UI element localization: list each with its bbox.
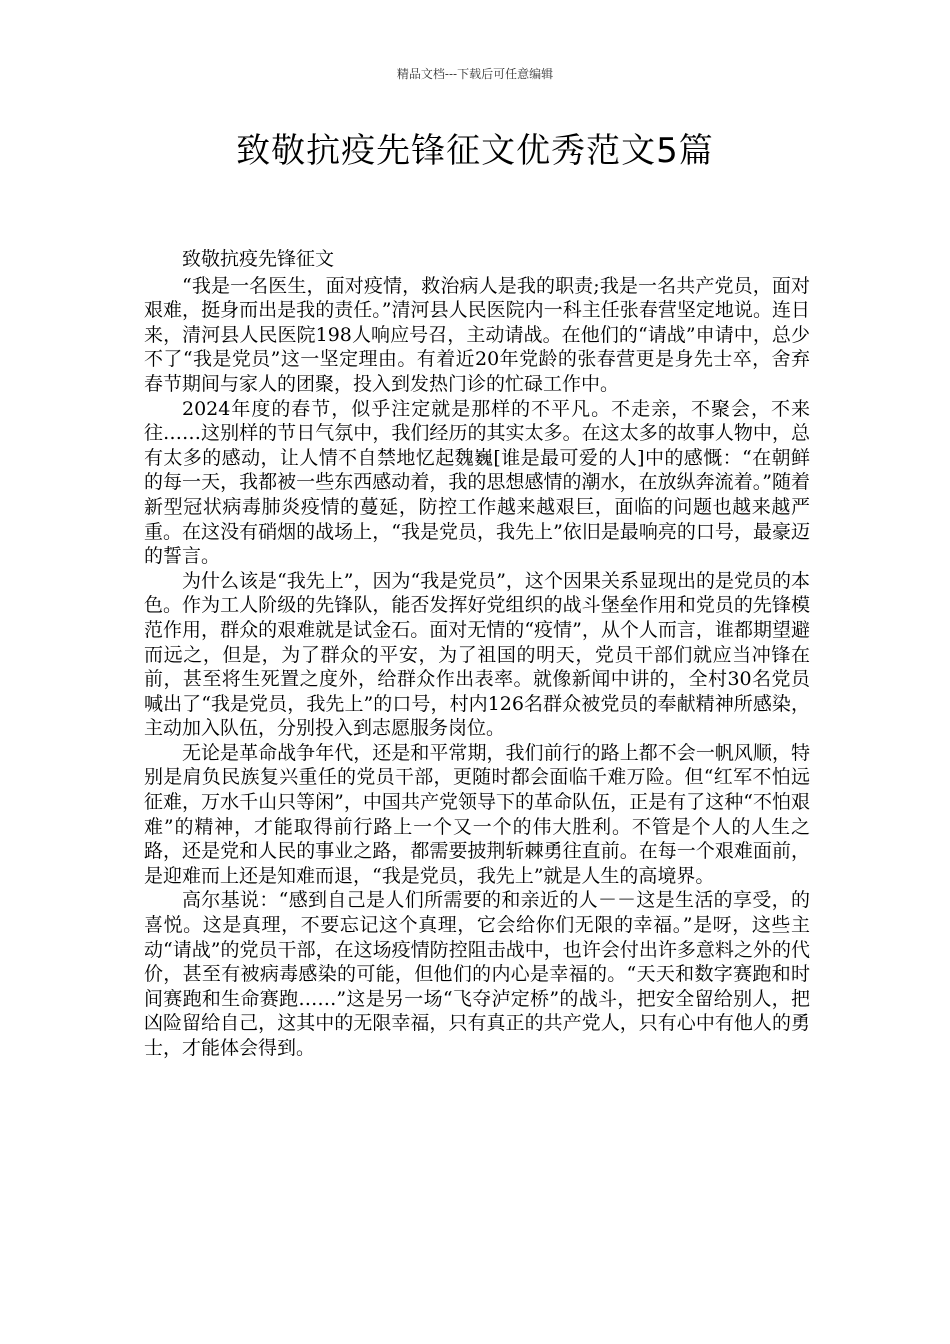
paragraph-1: “我是一名医生，面对疫情，救治病人是我的职责;我是一名共产党员，面对艰难，挺身而出是我的责任。”清河县人民医院内一科主任张春营坚定地说。连日来，清河县人民医院198人响应号召，主动请战。在他们的“请战”申请中，总少不了“我是党员”这一坚定理由。有着近20年党龄的张春营更是身先士卒，舍弃春节期间与家人的团聚，投入到发热门诊的忙碌工作中。 xyxy=(144,274,810,395)
document-body xyxy=(144,247,810,1061)
paragraph-5: 高尔基说：“感到自己是人们所需要的和亲近的人－－这是生活的享受，的喜悦。这是真理，不要忘记这个真理，它会给你们无限的幸福。”是呀，这些主动“请战”的党员干部，在这场疫情防控阻击战中，也许会付出许多意料之外的代价，甚至有被病毒感染的可能，但他们的内心是幸福的。“天天和数字赛跑和时间赛跑和生命赛跑……”这是另一场“飞夺泸定桥”的战斗，把安全留给别人，把凶险留给自己，这其中的无限幸福，只有真正的共产党人，只有心中有他人的勇士，才能体会得到。 xyxy=(144,889,810,1059)
paragraph-2: 2024年度的春节，似乎注定就是那样的不平凡。不走亲，不聚会，不来往……这别样的节日气氛中，我们经历的其实太多。在这太多的故事人物中，总有太多的感动，让人情不自禁地忆起魏巍[谁是最可爱的人]中的感慨：“在朝鲜的每一天，我都被一些东西感动着，我的思想感情的潮水，在放纵奔流着。”随着新型冠状病毒肺炎疫情的蔓延，防控工作越来越艰巨，面临的问题也越来越严重。在这没有硝烟的战场上，“我是党员，我先上”依旧是最响亮的口号，最豪迈的誓言。 xyxy=(144,397,810,568)
header-note: 精品文档---下载后可任意编辑 xyxy=(396,67,554,81)
paragraph-3: 为什么该是“我先上”，因为“我是党员”，这个因果关系显现出的是党员的本色。作为工人阶级的先锋队，能否发挥好党组织的战斗堡垒作用和党员的先锋模范作用，群众的艰难就是试金石。面对无情的“疫情”，从个人而言，谁都期望避而远之，但是，为了群众的平安，为了祖国的明天，党员干部们就应当冲锋在前，甚至将生死置之度外，给群众作出表率。就像新闻中讲的，全村30名党员喊出了“我是党员，我先上”的口号，村内126名群众被党员的奉献精神所感染，主动加入队伍，分别投入到志愿服务岗位。 xyxy=(144,569,810,740)
document-title: 致敬抗疫先锋征文优秀范文5篇 xyxy=(236,131,714,171)
paragraph-4: 无论是革命战争年代，还是和平常期，我们前行的路上都不会一帆风顺，特别是肩负民族复兴重任的党员干部，更随时都会面临千难万险。但“红军不怕远征难，万水千山只等闲”，中国共产党领导下的革命队伍，正是有了这种“不怕艰难”的精神，才能取得前行路上一个又一个的伟大胜利。不管是个人的人生之路，还是党和人民的事业之路，都需要披荆斩棘勇往直前。在每一个艰难面前，是迎难而上还是知难而退，“我是党员，我先上”就是人生的高境界。 xyxy=(144,741,810,887)
section-heading: 致敬抗疫先锋征文 xyxy=(182,248,335,270)
